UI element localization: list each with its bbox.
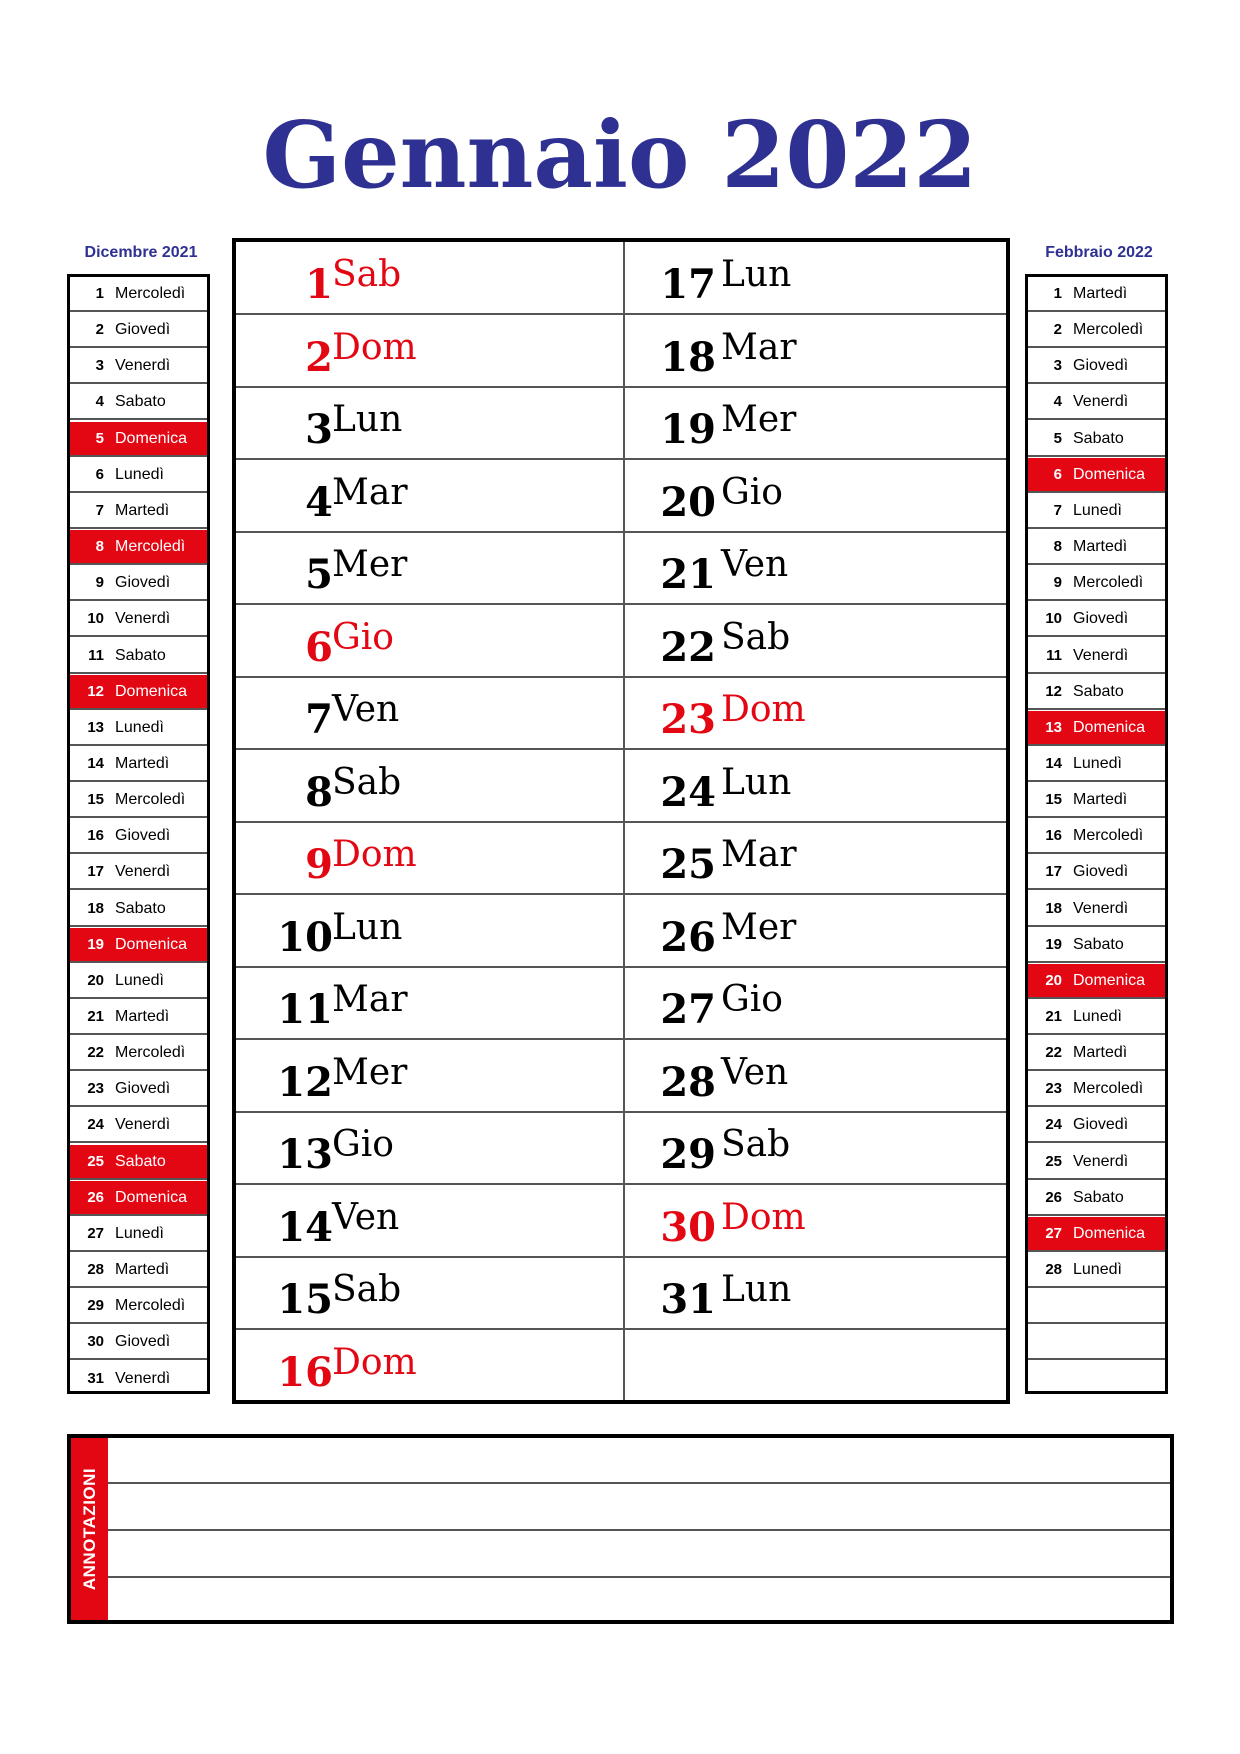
calendar-day-number: 27 — [660, 986, 716, 1033]
side-day-row — [1028, 639, 1165, 674]
side-day-number: 11 — [1046, 646, 1062, 664]
calendar-day-cell — [625, 387, 1006, 460]
notes-area — [67, 1434, 1174, 1624]
calendar-day-cell — [625, 605, 1006, 678]
side-day-row — [1028, 313, 1165, 348]
side-day-row — [70, 458, 207, 493]
side-day-row — [70, 1362, 207, 1397]
calendar-day-name: Ven — [332, 689, 400, 730]
calendar-day-number: 3 — [305, 406, 333, 453]
calendar-day-cell — [236, 1257, 623, 1330]
side-day-name: Giovedì — [1073, 1116, 1129, 1134]
side-day-name: Mercoledì — [1073, 321, 1144, 339]
side-day-number: 17 — [87, 863, 104, 881]
side-day-number: 26 — [87, 1188, 104, 1206]
side-day-row — [1028, 1108, 1165, 1143]
side-day-row — [1028, 1072, 1165, 1107]
note-line — [108, 1482, 1170, 1484]
side-day-row — [70, 566, 207, 601]
calendar-day-number: 22 — [660, 623, 716, 671]
calendar-day-number: 1 — [305, 261, 333, 308]
calendar-day-cell — [625, 1040, 1006, 1113]
side-day-number: 20 — [87, 971, 104, 989]
side-day-number: 2 — [95, 321, 104, 339]
calendar-day-number: 2 — [305, 333, 333, 381]
side-day-name: Domenica — [115, 429, 188, 447]
side-day-number: 17 — [1045, 863, 1062, 881]
side-day-number: 22 — [87, 1044, 104, 1062]
calendar-day-number: 6 — [305, 623, 333, 671]
side-day-name: Sabato — [1073, 1188, 1124, 1206]
side-day-row — [1028, 964, 1165, 999]
calendar-day-number: 10 — [277, 913, 333, 961]
calendar-day-number: 9 — [305, 841, 333, 888]
calendar-day-number: 29 — [660, 1131, 716, 1178]
calendar-day-number: 24 — [660, 768, 716, 816]
calendar-day-cell — [236, 387, 623, 460]
side-day-name: Giovedì — [115, 1333, 171, 1351]
side-day-number: 10 — [1045, 610, 1062, 628]
calendar-day-number: 17 — [660, 261, 716, 308]
side-day-row — [70, 892, 207, 927]
calendar-day-name: Gio — [332, 1124, 394, 1165]
side-day-name: Martedì — [1073, 285, 1128, 302]
side-day-name: Domenica — [115, 935, 188, 953]
side-day-row — [70, 1325, 207, 1360]
calendar-day-name: Dom — [332, 1341, 417, 1383]
calendar-day-cell — [625, 1330, 1006, 1403]
side-day-name: Sabato — [115, 393, 166, 411]
side-day-number: 8 — [95, 538, 104, 556]
side-day-number: 26 — [1045, 1188, 1062, 1206]
calendar-day-number: 13 — [277, 1131, 333, 1178]
left-month-list — [67, 274, 210, 1394]
side-day-row — [70, 819, 207, 854]
side-day-name: Martedì — [1073, 538, 1128, 556]
side-day-name: Venerdì — [115, 1116, 171, 1134]
side-day-row — [1028, 1145, 1165, 1180]
calendar-day-name: Ven — [721, 1051, 789, 1093]
side-day-number: 16 — [1045, 827, 1062, 845]
side-day-number: 19 — [87, 935, 104, 953]
side-day-row — [1028, 494, 1165, 529]
side-day-name: Martedì — [115, 1008, 170, 1025]
side-day-row — [1028, 1362, 1165, 1397]
side-day-name: Martedì — [115, 754, 170, 772]
side-day-number: 3 — [1053, 357, 1062, 375]
side-day-name: Lunedì — [1073, 754, 1122, 772]
calendar-day-cell — [625, 1112, 1006, 1185]
calendar-day-name: Sab — [332, 761, 402, 803]
side-day-number: 6 — [95, 465, 104, 483]
side-day-name: Venerdì — [115, 610, 171, 628]
calendar-day-cell — [236, 242, 623, 315]
side-day-row — [1028, 385, 1165, 420]
calendar-day-number: 18 — [660, 333, 716, 381]
calendar-day-name: Gio — [332, 616, 394, 658]
side-day-name: Venerdì — [1073, 646, 1129, 664]
side-day-number: 9 — [95, 574, 104, 592]
calendar-day-cell — [625, 1257, 1006, 1330]
page-title: Gennaio 2022 — [262, 101, 978, 209]
side-day-name: Giovedì — [1073, 863, 1129, 881]
side-day-number: 3 — [95, 357, 104, 375]
side-day-row — [70, 1217, 207, 1252]
side-day-number: 15 — [87, 791, 104, 809]
side-day-name: Martedì — [115, 1261, 170, 1279]
calendar-day-name: Sab — [332, 1269, 402, 1310]
side-day-row — [70, 928, 207, 963]
side-day-name: Venerdì — [115, 357, 171, 375]
calendar-day-name: Lun — [721, 254, 792, 295]
calendar-day-cell — [625, 677, 1006, 750]
side-day-number: 12 — [1045, 682, 1062, 700]
side-day-number: 23 — [1045, 1080, 1062, 1098]
calendar-day-cell — [625, 315, 1006, 388]
side-day-number: 5 — [95, 429, 104, 447]
side-day-name: Mercoledì — [115, 791, 186, 809]
side-day-row — [70, 494, 207, 529]
side-day-number: 4 — [1053, 393, 1062, 411]
calendar-day-number: 12 — [277, 1058, 333, 1106]
side-day-row — [70, 385, 207, 420]
side-day-number: 30 — [87, 1333, 104, 1351]
calendar-day-cell — [236, 315, 623, 388]
calendar-day-cell — [236, 822, 623, 895]
side-day-number: 20 — [1045, 971, 1062, 989]
side-day-name: Venerdì — [1073, 899, 1129, 917]
side-day-name: Venerdì — [1073, 1152, 1129, 1170]
side-day-row — [70, 855, 207, 890]
calendar-day-name: Mar — [332, 471, 408, 513]
side-day-number: 13 — [87, 718, 104, 736]
calendar-day-cell — [236, 460, 623, 533]
side-day-number: 1 — [1053, 285, 1062, 302]
calendar-day-cell — [236, 1112, 623, 1185]
calendar-day-name: Dom — [332, 834, 417, 875]
calendar-day-name: Ven — [721, 544, 789, 585]
calendar-day-number: 30 — [660, 1203, 716, 1251]
side-day-name: Domenica — [1073, 971, 1146, 989]
calendar-day-cell — [625, 822, 1006, 895]
side-day-number: 1 — [95, 285, 104, 302]
side-day-number: 4 — [95, 393, 104, 411]
calendar-day-cell — [236, 605, 623, 678]
side-day-number: 27 — [87, 1224, 104, 1242]
calendar-day-number: 21 — [660, 551, 716, 598]
side-day-row — [1028, 458, 1165, 493]
side-day-name: Martedì — [1073, 791, 1128, 809]
side-day-name: Domenica — [115, 1188, 188, 1206]
side-day-name: Domenica — [115, 682, 188, 700]
side-day-name: Lunedì — [115, 465, 164, 483]
calendar-day-number: 11 — [277, 986, 333, 1033]
side-day-row — [1028, 747, 1165, 782]
side-day-name: Domenica — [1073, 1224, 1146, 1242]
side-day-row — [1028, 1253, 1165, 1288]
calendar-day-cell — [236, 1185, 623, 1258]
side-day-number: 6 — [1053, 465, 1062, 483]
side-day-row — [70, 422, 207, 457]
side-day-row — [1028, 1000, 1165, 1035]
right-month-list — [1025, 274, 1168, 1394]
calendar-day-name: Dom — [332, 326, 417, 368]
calendar-day-number: 25 — [660, 841, 716, 888]
side-day-row — [70, 1289, 207, 1324]
calendar-day-name: Lun — [332, 399, 403, 440]
side-day-number: 22 — [1045, 1044, 1062, 1062]
calendar-day-cell — [625, 750, 1006, 823]
side-day-row — [1028, 1036, 1165, 1071]
calendar-day-name: Lun — [721, 761, 792, 803]
note-line — [108, 1576, 1170, 1578]
calendar-day-cell — [625, 460, 1006, 533]
left-month-title: Dicembre 2021 — [84, 244, 198, 261]
side-day-number: 28 — [1045, 1261, 1062, 1279]
calendar-day-number: 16 — [277, 1348, 333, 1396]
side-day-row — [1028, 928, 1165, 963]
side-day-row — [1028, 530, 1165, 565]
side-day-number: 21 — [87, 1008, 104, 1025]
side-day-number: 11 — [88, 646, 104, 664]
side-day-row — [70, 602, 207, 637]
side-day-number: 18 — [1045, 899, 1062, 917]
side-day-number: 25 — [1045, 1152, 1062, 1170]
side-day-number: 31 — [87, 1369, 104, 1387]
side-day-number: 9 — [1053, 574, 1062, 592]
side-day-name: Sabato — [1073, 682, 1124, 700]
side-day-row — [1028, 349, 1165, 384]
side-day-number: 21 — [1045, 1008, 1062, 1025]
calendar-day-number: 5 — [305, 551, 333, 598]
side-day-row — [1028, 855, 1165, 890]
calendar-day-number: 8 — [305, 768, 333, 816]
side-day-name: Sabato — [115, 646, 166, 664]
calendar-day-name: Mer — [332, 544, 408, 585]
side-day-number: 7 — [1053, 501, 1062, 519]
side-day-name: Mercoledì — [115, 1044, 186, 1062]
calendar-day-cell — [236, 895, 623, 968]
side-day-row — [70, 1181, 207, 1216]
side-day-name: Giovedì — [115, 1080, 171, 1098]
side-day-row — [1028, 819, 1165, 854]
side-day-row — [70, 1000, 207, 1035]
calendar-day-cell — [236, 1040, 623, 1113]
calendar-day-number: 4 — [305, 478, 333, 526]
side-day-name: Giovedì — [115, 574, 171, 592]
side-day-number: 14 — [1045, 754, 1062, 772]
calendar-day-name: Lun — [721, 1269, 792, 1310]
calendar-day-number: 23 — [660, 696, 716, 743]
side-day-name: Sabato — [1073, 429, 1124, 447]
side-day-name: Giovedì — [1073, 357, 1129, 375]
side-day-row — [70, 313, 207, 348]
side-day-row — [70, 1108, 207, 1143]
calendar-day-name: Gio — [721, 979, 783, 1020]
side-day-number: 27 — [1045, 1224, 1062, 1242]
calendar-day-name: Mer — [721, 399, 797, 440]
calendar-day-number: 19 — [660, 406, 716, 453]
side-day-number: 24 — [1045, 1116, 1062, 1134]
side-day-name: Martedì — [115, 501, 170, 519]
side-day-name: Mercoledì — [1073, 827, 1144, 845]
side-day-name: Lunedì — [115, 971, 164, 989]
side-day-row — [70, 1253, 207, 1288]
calendar-day-name: Lun — [332, 906, 403, 948]
side-day-row — [70, 1072, 207, 1107]
side-day-row — [70, 783, 207, 818]
calendar-day-cell — [625, 242, 1006, 315]
side-day-name: Lunedì — [1073, 1261, 1122, 1279]
calendar-day-number: 7 — [305, 696, 333, 743]
side-day-number: 14 — [87, 754, 104, 772]
side-day-name: Martedì — [1073, 1044, 1128, 1062]
calendar-day-name: Gio — [721, 471, 783, 513]
calendar-day-name: Sab — [721, 1124, 791, 1165]
side-day-row — [1028, 675, 1165, 710]
side-day-row — [1028, 1325, 1165, 1360]
side-day-name: Domenica — [1073, 465, 1146, 483]
right-month-title: Febbraio 2022 — [1045, 244, 1153, 261]
calendar-day-cell — [236, 967, 623, 1040]
side-day-name: Lunedì — [115, 718, 164, 736]
note-line — [108, 1529, 1170, 1531]
side-day-name: Sabato — [115, 1152, 166, 1170]
calendar-day-number: 31 — [660, 1276, 716, 1323]
side-day-number: 19 — [1045, 935, 1062, 953]
side-day-row — [70, 530, 207, 565]
side-day-number: 16 — [87, 827, 104, 845]
calendar-day-cell — [236, 677, 623, 750]
side-day-row — [1028, 602, 1165, 637]
calendar-day-name: Dom — [721, 1196, 806, 1238]
side-day-name: Mercoledì — [1073, 574, 1144, 592]
calendar-day-name: Mer — [721, 906, 797, 948]
notes-label: ANNOTAZIONI — [79, 1467, 99, 1591]
calendar-day-number: 26 — [660, 913, 716, 961]
calendar-day-cell — [236, 750, 623, 823]
calendar-day-name: Dom — [721, 689, 806, 730]
side-day-row — [70, 964, 207, 999]
side-day-number: 5 — [1053, 429, 1062, 447]
notes-label-bar — [71, 1438, 108, 1620]
calendar-day-number: 20 — [660, 478, 716, 526]
side-day-number: 29 — [87, 1297, 104, 1315]
side-day-row — [1028, 277, 1165, 312]
calendar-day-name: Mar — [721, 834, 797, 875]
side-day-name: Venerdì — [115, 1369, 171, 1387]
side-day-number: 18 — [87, 899, 104, 917]
side-day-name: Giovedì — [115, 827, 171, 845]
side-day-row — [70, 675, 207, 710]
side-day-name: Sabato — [115, 899, 166, 917]
side-day-name: Mercoledì — [1073, 1080, 1144, 1098]
side-day-name: Mercoledì — [115, 538, 186, 556]
calendar-day-number: 15 — [277, 1276, 333, 1323]
side-day-number: 2 — [1053, 321, 1062, 339]
side-day-row — [1028, 892, 1165, 927]
calendar-day-name: Mar — [332, 979, 408, 1020]
calendar-day-cell — [236, 1330, 623, 1403]
side-day-name: Mercoledì — [115, 285, 186, 302]
side-day-name: Sabato — [1073, 935, 1124, 953]
side-day-name: Venerdì — [115, 863, 171, 881]
calendar-day-name: Ven — [332, 1196, 400, 1238]
side-day-number: 23 — [87, 1080, 104, 1098]
side-day-name: Giovedì — [1073, 610, 1129, 628]
side-day-row — [1028, 1217, 1165, 1252]
side-day-row — [1028, 1289, 1165, 1324]
side-day-number: 28 — [87, 1261, 104, 1279]
calendar-day-name: Sab — [721, 616, 791, 658]
side-day-row — [70, 711, 207, 746]
calendar-day-cell — [236, 532, 623, 605]
side-day-row — [70, 1036, 207, 1071]
side-day-name: Mercoledì — [115, 1297, 186, 1315]
main-calendar-grid — [232, 238, 1010, 1404]
calendar-day-number: 28 — [660, 1058, 716, 1106]
side-day-number: 7 — [95, 501, 104, 519]
calendar-day-name: Mer — [332, 1051, 408, 1093]
side-day-number: 24 — [87, 1116, 104, 1134]
side-day-row — [70, 1145, 207, 1180]
calendar-day-cell — [625, 895, 1006, 968]
side-day-name: Giovedì — [115, 321, 171, 339]
calendar-day-number: 14 — [277, 1203, 333, 1251]
side-day-number: 8 — [1053, 538, 1062, 556]
side-day-row — [1028, 783, 1165, 818]
side-day-name: Domenica — [1073, 718, 1146, 736]
side-day-row — [1028, 1181, 1165, 1216]
side-day-number: 15 — [1045, 791, 1062, 809]
side-day-row — [70, 277, 207, 312]
side-day-number: 12 — [87, 682, 104, 700]
side-day-row — [70, 747, 207, 782]
side-day-row — [1028, 422, 1165, 457]
side-day-number: 10 — [87, 610, 104, 628]
side-day-name: Lunedì — [1073, 501, 1122, 519]
side-day-number: 25 — [87, 1152, 104, 1170]
calendar-day-name: Sab — [332, 254, 402, 295]
side-day-name: Lunedì — [1073, 1008, 1122, 1025]
side-day-row — [70, 349, 207, 384]
calendar-day-cell — [625, 532, 1006, 605]
side-day-name: Lunedì — [115, 1224, 164, 1242]
side-day-row — [1028, 711, 1165, 746]
side-day-row — [70, 639, 207, 674]
calendar-day-cell — [625, 1185, 1006, 1258]
side-day-number: 13 — [1045, 718, 1062, 736]
side-day-name: Venerdì — [1073, 393, 1129, 411]
side-day-row — [1028, 566, 1165, 601]
calendar-day-name: Mar — [721, 326, 797, 368]
calendar-day-cell — [625, 967, 1006, 1040]
